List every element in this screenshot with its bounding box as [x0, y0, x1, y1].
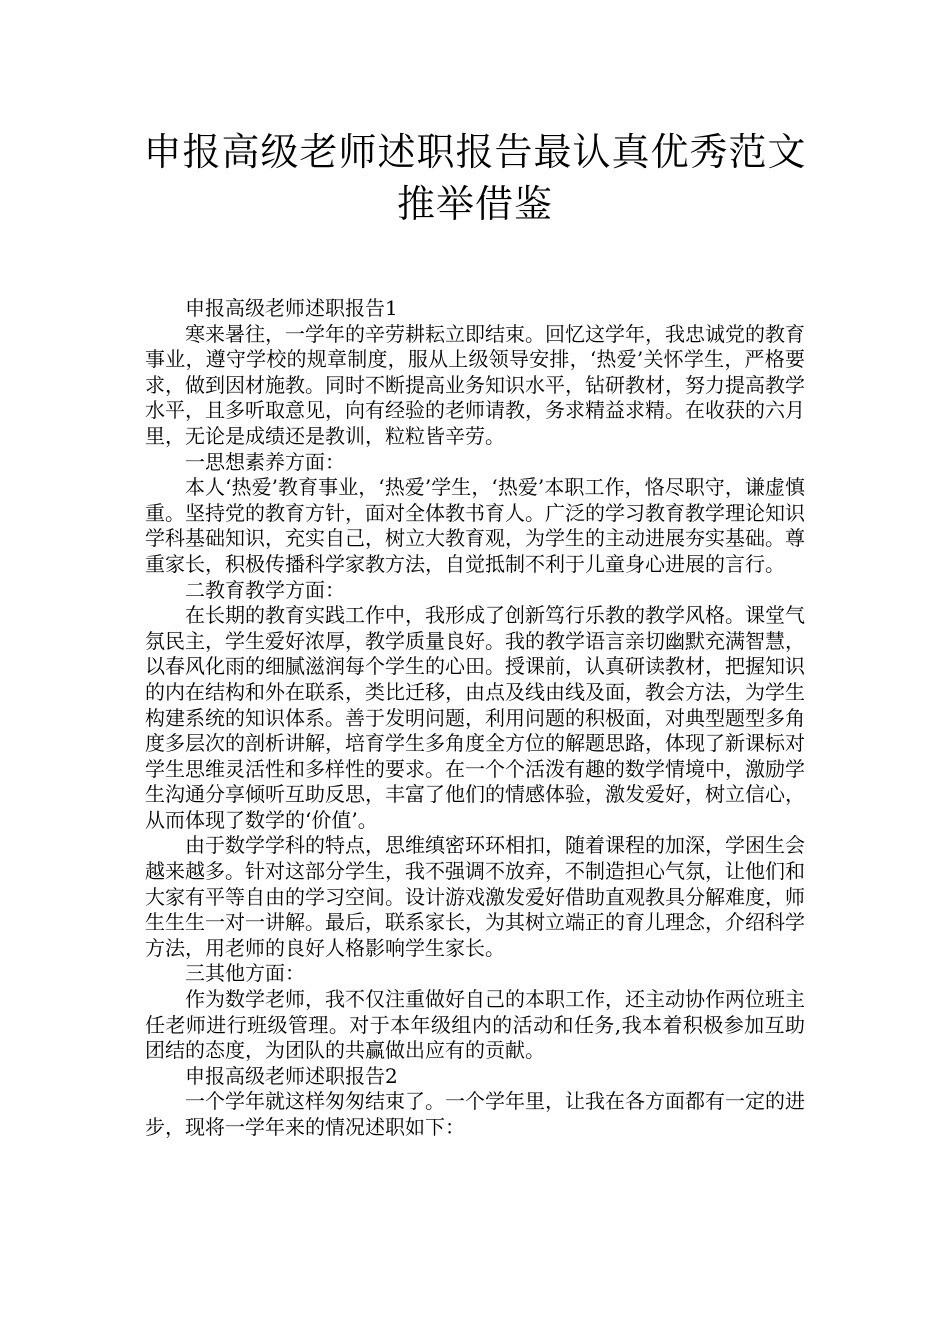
body-paragraph: 作为数学老师，我不仅注重做好自己的本职工作，还主动协作两位班主任老师进行班级管理。对于本年级组内的活动和任务,我本着积极参加互助团结的态度，为团队的共赢做出应有的贡献。	[145, 987, 805, 1063]
subsection-heading: 三其他方面：	[185, 961, 305, 986]
document-body	[145, 296, 805, 1141]
document-title	[100, 126, 850, 230]
section-heading-report-2: 申报高级老师述职报告2	[185, 1063, 398, 1088]
body-paragraph: 本人‘热爱’教育事业，‘热爱’学生，‘热爱’本职工作，恪尽职守，谦虚慎重。坚持党的教育方针，面对全体教书育人。广泛的学习教育教学理论知识学科基础知识，充实自己，树立大教育观，为学生的主动进展夯实基础。尊重家长，积极传播科学家教方法，自觉抵制不利于儿童身心进展的言行。	[145, 475, 805, 576]
section-heading-report-1: 申报高级老师述职报告1	[185, 296, 398, 320]
body-paragraph: 由于数学学科的特点，思维缜密环环相扣，随着课程的加深，学困生会越来越多。针对这部分学生，我不强调不放弃，不制造担心气氛，让他们和大家有平等自由的学习空间。设计游戏激发爱好借助直观教具分解难度，师生生生一对一讲解。最后，联系家长，为其树立端正的育儿理念，介绍科学方法，用老师的良好人格影响学生家长。	[145, 833, 805, 960]
body-paragraph: 寒来暑往，一学年的辛劳耕耘立即结束。回忆这学年，我忠诚党的教育事业，遵守学校的规章制度，服从上级领导安排，‘热爱’关怀学生，严格要求，做到因材施教。同时不断提高业务知识水平，钻研教材，努力提高教学水平，且多听取意见，向有经验的老师请教，务求精益求精。在收获的六月里，无论是成绩还是教训，粒粒皆辛劳。	[145, 321, 805, 448]
body-paragraph: 一个学年就这样匆匆结束了。一个学年里，让我在各方面都有一定的进步，现将一学年来的情况述职如下：	[145, 1089, 805, 1139]
title-line-1: 申报高级老师述职报告最认真优秀范文	[143, 130, 807, 174]
subsection-heading: 二教育教学方面：	[185, 577, 345, 602]
subsection-heading: 一思想素养方面：	[185, 449, 345, 474]
body-paragraph: 在长期的教育实践工作中，我形成了创新笃行乐教的教学风格。课堂气氛民主，学生爱好浓厚，教学质量良好。我的教学语言亲切幽默充满智慧，以春风化雨的细腻滋润每个学生的心田。授课前，认真研读教材，把握知识的内在结构和外在联系，类比迁移，由点及线由线及面，教会方法，为学生构建系统的知识体系。善于发明问题，利用问题的积极面，对典型题型多角度多层次的剖析讲解，培育学生多角度全方位的解题思路，体现了新课标对学生思维灵活性和多样性的要求。在一个个活泼有趣的数学情境中，激励学生沟通分享倾听互助反思，丰富了他们的情感体验，激发爱好，树立信心，从而体现了数学的‘价值’。	[145, 603, 805, 832]
title-line-2: 推举借鉴	[396, 182, 553, 226]
